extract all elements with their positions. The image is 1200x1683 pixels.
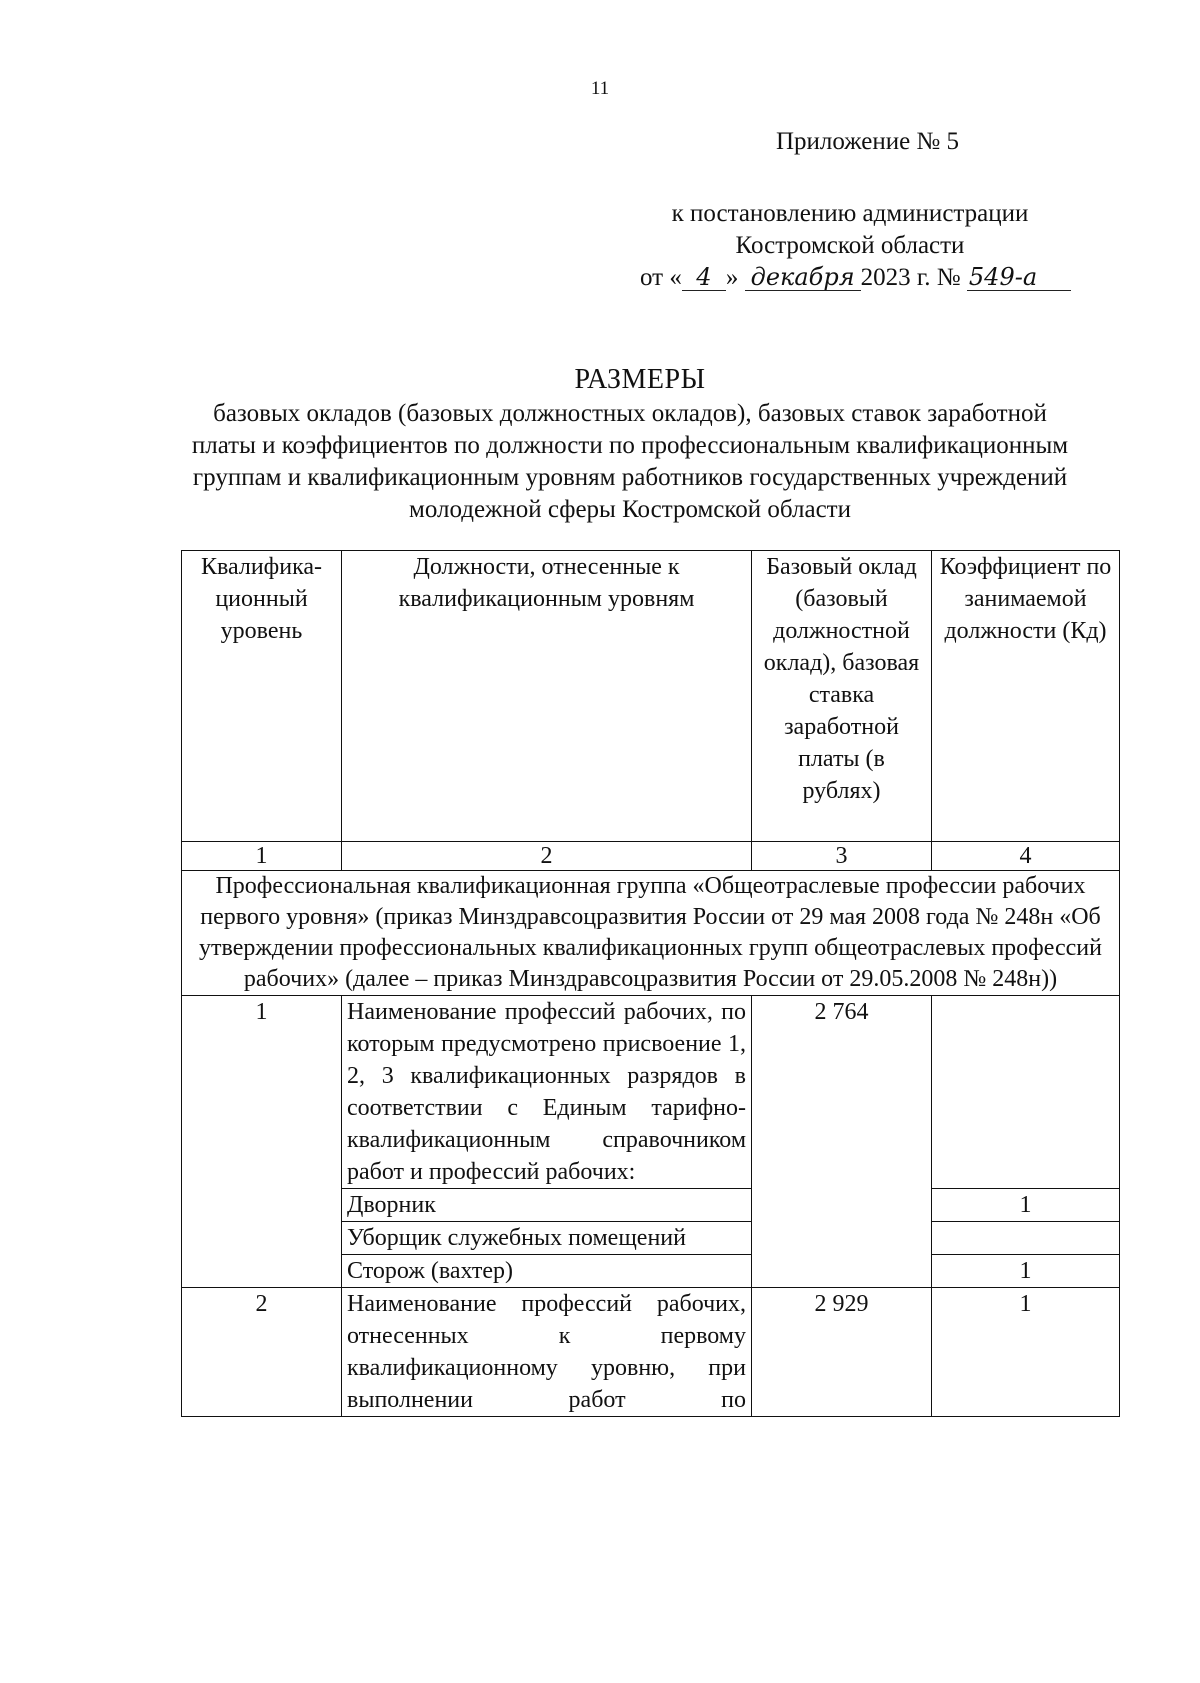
position-name: Сторож (вахтер)	[342, 1255, 752, 1288]
column-number: 4	[932, 842, 1120, 871]
position-coefficient	[932, 1222, 1120, 1255]
group-title-row	[182, 871, 1120, 996]
base-salary-cell: 2 764	[752, 996, 932, 1288]
position-name: Уборщик служебных помещений	[342, 1222, 752, 1255]
decree-reference	[640, 198, 1060, 294]
handwritten-decree-number: 549-а	[967, 264, 1071, 291]
page-number: 11	[590, 78, 610, 99]
table-row	[182, 1288, 1120, 1417]
position-coefficient: 1	[932, 1255, 1120, 1288]
decree-line-1: к постановлению администрации	[671, 200, 1029, 227]
decree-line-2: Костромской области	[735, 232, 965, 259]
handwritten-month: декабря	[745, 264, 861, 291]
decree-quote-close: »	[725, 264, 739, 291]
document-title: РАЗМЕРЫ	[574, 364, 706, 395]
table-row	[182, 996, 1120, 1189]
header-positions: Должности, отнесенные к квалификационным уровням	[342, 551, 752, 842]
header-base-salary: Базовый оклад (базовый должностной оклад), базовая ставка заработной платы (в рублях)	[752, 551, 932, 842]
column-number-row	[182, 842, 1120, 871]
column-number: 2	[342, 842, 752, 871]
decree-date-line	[640, 262, 1060, 294]
header-coefficient: Коэффициент по занимаемой должности (Кд)	[932, 551, 1120, 842]
column-number: 3	[752, 842, 932, 871]
level-cell: 2	[182, 1288, 342, 1417]
column-number: 1	[182, 842, 342, 871]
handwritten-day: 4	[682, 264, 726, 291]
base-salary-cell: 2 929	[752, 1288, 932, 1417]
position-coefficient: 1	[932, 1189, 1120, 1222]
group-title: Профессиональная квалификационная группа «Общеотраслевые профессии рабочих первого уровня» (приказ Минздравсоцразвития России от 29 мая 2008 года № 248н «Об утверждении профессиональных квалификационных групп общеотраслевых профессий рабочих» (далее – приказ Минздравсоцразвития России от 29.05.2008 № 248н))	[182, 871, 1120, 996]
decree-from-prefix: от «	[640, 264, 682, 291]
level-description: Наименование профессий рабочих, по которым предусмотрено присвоение 1, 2, 3 квалификационных разрядов в соответствии с Единым тарифно-квалификационным справочником работ и профессий рабочих:	[342, 996, 752, 1189]
header-qualification-level: Квалифика-ционный уровень	[182, 551, 342, 842]
level-description: Наименование профессий рабочих, отнесенных к первому квалификационному уровню, при выполнении работ по	[342, 1288, 752, 1417]
decree-year: 2023 г. №	[860, 264, 961, 291]
salary-table	[181, 550, 1120, 1417]
appendix-label: Приложение № 5	[776, 128, 960, 155]
document-subtitle: базовых окладов (базовых должностных окладов), базовых ставок заработной платы и коэффициентов по должности по профессиональным квалификационным группам и квалификационным уровням работников государственных учреждений молодежной сферы Костромской области	[191, 400, 1069, 523]
position-name: Дворник	[342, 1189, 752, 1222]
level-cell: 1	[182, 996, 342, 1288]
coefficient-cell: 1	[932, 1288, 1120, 1417]
coefficient-cell	[932, 996, 1120, 1189]
header-row	[182, 551, 1120, 842]
